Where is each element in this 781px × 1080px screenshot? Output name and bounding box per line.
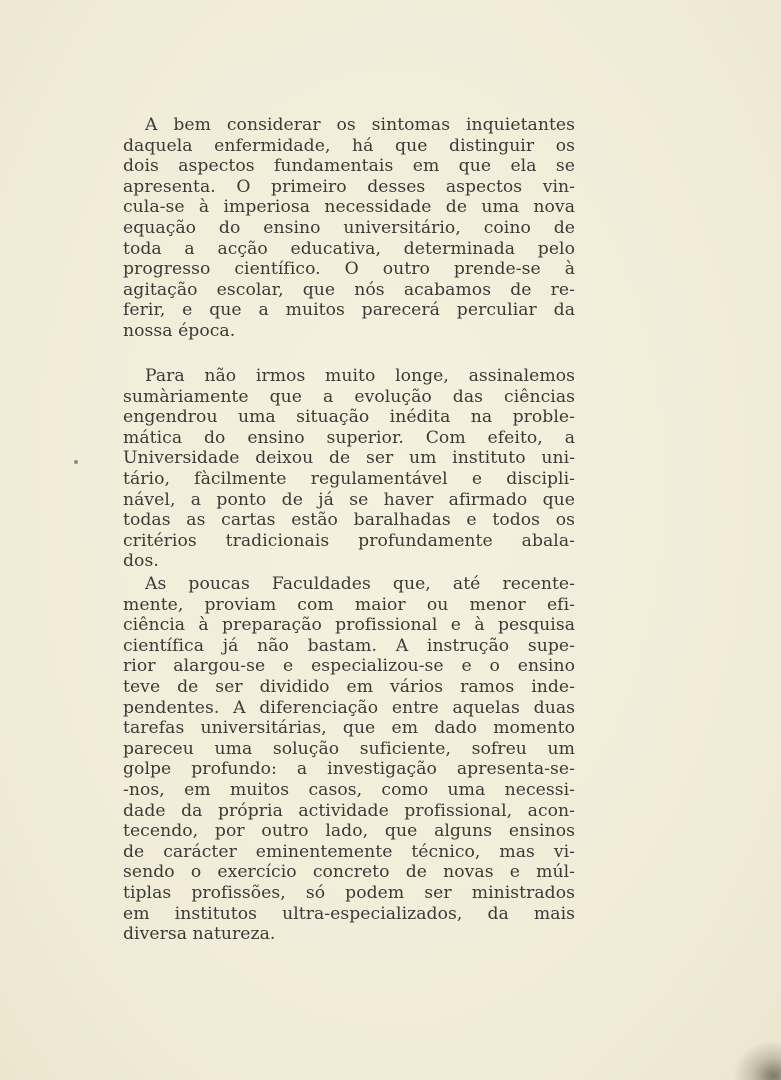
text-line: sendo o exercício concreto de novas e múl- (123, 862, 575, 883)
text-line: dade da própria actividade profissional, acon- (123, 800, 575, 821)
text-line: A bem considerar os sintomas inquietantes (145, 115, 575, 135)
paragraph-2 (123, 366, 575, 572)
text-line: ciência à preparação profissional e à pesquisa (123, 615, 575, 636)
text-line: tário, fàcilmente regulamentável e discipli- (123, 468, 575, 489)
text-line: toda a acção educativa, determinada pelo (123, 238, 575, 259)
text-line: pareceu uma solução suficiente, sofreu um (123, 738, 575, 759)
text-line: dois aspectos fundamentais em que ela se (123, 156, 575, 177)
text-line: tecendo, por outro lado, que alguns ensinos (123, 821, 575, 842)
text-line: científica já não bastam. A instrução supe- (123, 635, 575, 656)
text-line: tiplas profissões, só podem ser ministrados (123, 882, 575, 903)
text-line: dos. (123, 551, 159, 572)
text-line: -nos, em muitos casos, como uma necessi- (123, 779, 575, 800)
text-line: daquela enfermidade, há que distinguir os (123, 135, 575, 156)
text-line: teve de ser dividido em vários ramos inde- (123, 676, 575, 697)
text-line: engendrou uma situação inédita na proble- (123, 407, 575, 428)
text-line: sumàriamente que a evolução das ciências (123, 386, 575, 407)
text-line: nossa época. (123, 320, 236, 341)
text-line: Universidade deixou de ser um instituto uni- (123, 448, 575, 469)
text-line: pendentes. A diferenciação entre aquelas duas (123, 697, 575, 718)
text-line: mente, proviam com maior ou menor efi- (123, 594, 575, 615)
text-line: nável, a ponto de já se haver afirmado que (123, 489, 575, 510)
paragraph-3 (123, 574, 575, 945)
text-line: cula-se à imperiosa necessidade de uma nova (123, 197, 575, 218)
text-line: apresenta. O primeiro desses aspectos vin- (123, 176, 575, 197)
text-line: diversa natureza. (123, 924, 276, 945)
text-line: Para não irmos muito longe, assinalemos (145, 366, 575, 386)
corner-stain (733, 1040, 781, 1080)
text-line: mática do ensino superior. Com efeito, a (123, 427, 575, 448)
text-line: em institutos ultra-especializados, da mais (123, 903, 575, 924)
text-line: progresso científico. O outro prende-se à (123, 259, 575, 280)
paper-speck (74, 460, 78, 464)
text-line: ferir, e que a muitos parecerá perculiar da (123, 300, 575, 321)
text-line: golpe profundo: a investigação apresenta-se- (123, 759, 575, 780)
text-line: As poucas Faculdades que, até recente- (145, 574, 575, 594)
text-line: todas as cartas estão baralhadas e todos os (123, 510, 575, 531)
text-line: equação do ensino universitário, coino de (123, 217, 575, 238)
text-line: tarefas universitárias, que em dado momento (123, 718, 575, 739)
text-line: rior alargou-se e especializou-se e o ensino (123, 656, 575, 677)
paragraph-1 (123, 115, 575, 342)
text-line: agitação escolar, que nós acabamos de re- (123, 279, 575, 300)
text-line: de carácter eminentemente técnico, mas vi- (123, 841, 575, 862)
text-line: critérios tradicionais profundamente abala- (123, 530, 575, 551)
